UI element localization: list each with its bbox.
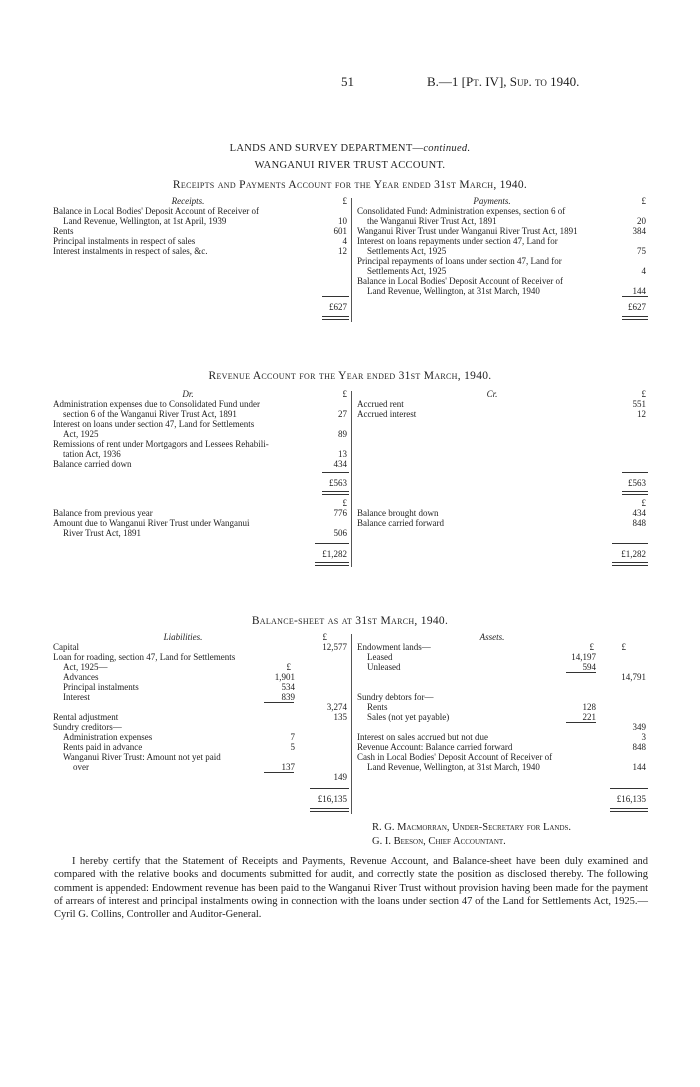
dr-currency: £ [342, 389, 347, 399]
total-double-rule [315, 562, 349, 566]
cr-total: £563 [628, 478, 646, 488]
dr-item: River Trust Act, 1891 506 [63, 528, 347, 538]
asset-item: Revenue Account: Balance carried forward 848 [357, 742, 646, 752]
liability-item: Principal instalments 534 [63, 682, 295, 692]
asset-spacer [357, 682, 648, 692]
assets-column [357, 632, 648, 772]
dr-amount: 506 [333, 528, 347, 538]
payments-column [357, 196, 648, 296]
page-reference: B.—1 [Pt. IV], Sup. to 1940. [427, 74, 580, 89]
asset-subcurrency: £ [589, 642, 594, 652]
liabilities-heading: Liabilities. [163, 632, 203, 642]
liabilities-heading-row [53, 632, 349, 642]
liability-item: Wanganui River Trust: Amount not yet paid [63, 752, 221, 762]
subtotal-rule [566, 722, 596, 723]
balance-sheet-title: Balance-sheet as at 31st March, 1940. [251, 615, 449, 627]
dr-total: £563 [329, 478, 347, 488]
asset-amount: 144 [632, 762, 646, 772]
total-double-rule [612, 562, 648, 566]
assets-heading: Assets. [479, 632, 505, 642]
liability-item: Sundry creditors— [53, 722, 122, 732]
asset-subamount: 128 [582, 702, 596, 712]
receipts-heading: Receipts. [171, 196, 205, 206]
payment-item: Principal repayments of loans under section 47, Land for [357, 256, 562, 266]
total-rule [622, 296, 648, 297]
payment-item: Settlements Act, 1925 4 [367, 266, 646, 276]
revenue-cr-column [357, 389, 648, 419]
payment-item: Land Revenue, Wellington, at 31st March, 1940 144 [367, 286, 646, 296]
liabilities-currency: £ [322, 632, 327, 642]
asset-item: Land Revenue, Wellington, at 31st March, 1940 144 [367, 762, 646, 772]
receipt-item: Interest instalments in respect of sales, &c. 12 [53, 246, 347, 256]
asset-item [357, 672, 648, 682]
dr-heading-row [53, 389, 349, 399]
liability-item: over 137 [73, 762, 295, 772]
payment-item: Consolidated Fund: Administration expenses, section 6 of [357, 206, 566, 216]
cr-heading: Cr. [486, 389, 498, 399]
liability-subamount: 839 [281, 692, 295, 702]
asset-amount: 3 [641, 732, 646, 742]
department-title [0, 143, 700, 154]
receipts-currency: £ [342, 196, 347, 206]
liability-subamount: 5 [290, 742, 295, 752]
dr-amount: 89 [338, 429, 347, 439]
revenue-account-title: Revenue Account for the Year ended 31st March, 1940. [208, 370, 492, 382]
dr-currency: £ [342, 498, 347, 508]
payment-item: Balance in Local Bodies' Deposit Account of Receiver of [357, 276, 564, 286]
liability-amount: 149 [333, 772, 347, 782]
asset-item [357, 722, 648, 732]
receipts-total: £627 [329, 302, 347, 312]
dr-item: Balance carried down 434 [53, 459, 347, 469]
asset-item: Rents 128 [367, 702, 596, 712]
total-double-rule [322, 491, 349, 495]
total-double-rule [310, 808, 349, 812]
receipt-amount: 601 [333, 226, 347, 236]
cr-currency-row [357, 498, 648, 508]
payments-heading: Payments. [473, 196, 511, 206]
dr-item: Amount due to Wanganui River Trust under Wanganui [53, 518, 250, 528]
asset-item: Sundry debtors for— [357, 692, 434, 702]
signature-chief-accountant: G. I. Beeson, Chief Accountant. [372, 836, 506, 847]
liability-item: Administration expenses 7 [63, 732, 295, 742]
liability-item: Rental adjustment 135 [53, 712, 347, 722]
subtotal-rule [566, 672, 596, 673]
dr-amount: 27 [338, 409, 347, 419]
dr-item: section 6 of the Wanganui River Trust Act, 1891 27 [63, 409, 347, 419]
total-double-rule [622, 316, 648, 320]
payment-amount: 20 [637, 216, 646, 226]
total-double-rule [610, 808, 648, 812]
department-continued: continued. [423, 143, 471, 154]
cr-heading-row [357, 389, 648, 399]
cr-amount: 434 [632, 508, 646, 518]
total-rule [322, 472, 349, 473]
receipt-amount: 10 [338, 216, 347, 226]
subtotal-rule [264, 702, 294, 703]
asset-item: Cash in Local Bodies' Deposit Account of Receiver of [357, 752, 553, 762]
cr-currency: £ [641, 389, 646, 399]
dr-amount: 776 [333, 508, 347, 518]
asset-amount: 349 [632, 722, 646, 732]
payments-currency: £ [641, 196, 646, 206]
audit-certification: I hereby certify that the Statement of Receipts and Payments, Revenue Account, and Balance-sheet have been duly examined and compared with the relative books and documents submitted for audit, and correctly state the position as disclosed thereby. The following comment is appended: Endowment revenue has been paid to the Wanganui River Trust without provision having been made for the payment of arrears of interest and principal instalments owing in connection with the loans under section 47 of the Land for Settlements Act, 1925.—Cyril G. Collins, Controller and Auditor-General. [54, 856, 648, 921]
subtotal-rule [264, 772, 294, 773]
revenue-dr-column-2 [53, 498, 349, 538]
revenue-cr-column-2 [357, 498, 648, 528]
receipt-item: Land Revenue, Wellington, at 1st April, 1939 10 [63, 216, 347, 226]
department-name: LANDS AND SURVEY DEPARTMENT— [229, 143, 424, 154]
receipt-amount: 4 [342, 236, 347, 246]
receipts-payments-title: Receipts and Payments Account for the Year ended 31st March, 1940. [172, 179, 528, 191]
payment-amount: 144 [632, 286, 646, 296]
dr-item: Administration expenses due to Consolidated Fund under [53, 399, 260, 409]
liability-item: Capital 12,577 [53, 642, 347, 652]
liabilities-column [53, 632, 349, 782]
asset-item: Endowment lands— £ £ [357, 642, 626, 652]
asset-item: Unleased 594 [367, 662, 596, 672]
assets-heading-row [357, 632, 648, 642]
liability-subamount: 1,901 [274, 672, 295, 682]
dr-item: tation Act, 1936 13 [63, 449, 347, 459]
liability-amount: 135 [333, 712, 347, 722]
dr-item: Act, 1925 89 [63, 429, 347, 439]
payments-total: £627 [628, 302, 646, 312]
cr-amount: 848 [632, 518, 646, 528]
cr-item: Balance carried forward 848 [357, 518, 646, 528]
receipt-amount: 12 [338, 246, 347, 256]
payment-item: Wanganui River Trust under Wanganui River Trust Act, 1891 384 [357, 226, 646, 236]
payment-item: the Wanganui River Trust Act, 1891 20 [367, 216, 646, 226]
receipt-item: Rents 601 [53, 226, 347, 236]
dr-item: Remissions of rent under Mortgagors and Lessees Rehabili- [53, 439, 269, 449]
asset-subamount: 594 [582, 662, 596, 672]
liability-subcurrency: £ [286, 662, 291, 672]
total-rule [612, 543, 648, 544]
payment-amount: 4 [641, 266, 646, 276]
liability-subamount: 7 [290, 732, 295, 742]
cr-item: Accrued interest 12 [357, 409, 646, 419]
liability-item: Loan for roading, section 47, Land for Settlements [53, 652, 236, 662]
asset-subamount: 221 [582, 712, 596, 722]
dr-item: Interest on loans under section 47, Land for Settlements [53, 419, 255, 429]
total-rule [310, 788, 349, 789]
column-divider [351, 634, 352, 814]
total-double-rule [322, 316, 349, 320]
liability-subamount: 137 [281, 762, 295, 772]
receipt-item: Principal instalments in respect of sales 4 [53, 236, 347, 246]
liability-item: Advances 1,901 [63, 672, 295, 682]
cr-amount: 551 [632, 399, 646, 409]
asset-amount: 848 [632, 742, 646, 752]
dr-item: Balance from previous year 776 [53, 508, 347, 518]
asset-item: Interest on sales accrued but not due 3 [357, 732, 646, 742]
cr-currency: £ [641, 498, 646, 508]
trust-title: WANGANUI RIVER TRUST ACCOUNT. [254, 160, 446, 171]
column-divider [351, 391, 352, 567]
liability-subamount: 534 [281, 682, 295, 692]
asset-currency: £ [621, 642, 626, 652]
total-double-rule [622, 491, 648, 495]
payment-item: Interest on loans repayments under section 47, Land for [357, 236, 558, 246]
total-rule [622, 472, 648, 473]
liabilities-total: £16,135 [317, 794, 347, 804]
asset-item: Leased 14,197 [367, 652, 596, 662]
cr-total-2: £1,282 [621, 549, 646, 559]
total-rule [610, 788, 648, 789]
payment-item: Settlements Act, 1925 75 [367, 246, 646, 256]
receipts-heading-row [53, 196, 349, 206]
assets-total: £16,135 [616, 794, 646, 804]
dr-amount: 13 [338, 449, 347, 459]
payments-heading-row [357, 196, 648, 206]
liability-item [53, 772, 349, 782]
page-number: 51 [341, 74, 354, 89]
asset-item: Sales (not yet payable) 221 [367, 712, 596, 722]
liability-amount: 12,577 [322, 642, 347, 652]
receipts-column [53, 196, 349, 256]
liability-amount: 3,274 [326, 702, 347, 712]
total-rule [315, 543, 349, 544]
receipt-item: Balance in Local Bodies' Deposit Account of Receiver of [53, 206, 260, 216]
liability-item: Act, 1925— £ [63, 662, 291, 672]
payment-amount: 384 [632, 226, 646, 236]
cr-item: Balance brought down 434 [357, 508, 646, 518]
asset-amount: 14,791 [621, 672, 646, 682]
liability-item [53, 702, 349, 712]
dr-total-2: £1,282 [322, 549, 347, 559]
dr-amount: 434 [333, 459, 347, 469]
signature-under-secretary: R. G. Macmorran, Under-Secretary for Lands. [372, 822, 572, 833]
cr-amount: 12 [637, 409, 646, 419]
payment-amount: 75 [637, 246, 646, 256]
total-rule [322, 296, 349, 297]
dr-currency-row [53, 498, 349, 508]
liability-item: Interest 839 [63, 692, 295, 702]
liability-item: Rents paid in advance 5 [63, 742, 295, 752]
column-divider [351, 198, 352, 322]
asset-subamount: 14,197 [571, 652, 596, 662]
revenue-dr-column [53, 389, 349, 469]
dr-heading: Dr. [182, 389, 194, 399]
cr-item: Accrued rent 551 [357, 399, 646, 409]
